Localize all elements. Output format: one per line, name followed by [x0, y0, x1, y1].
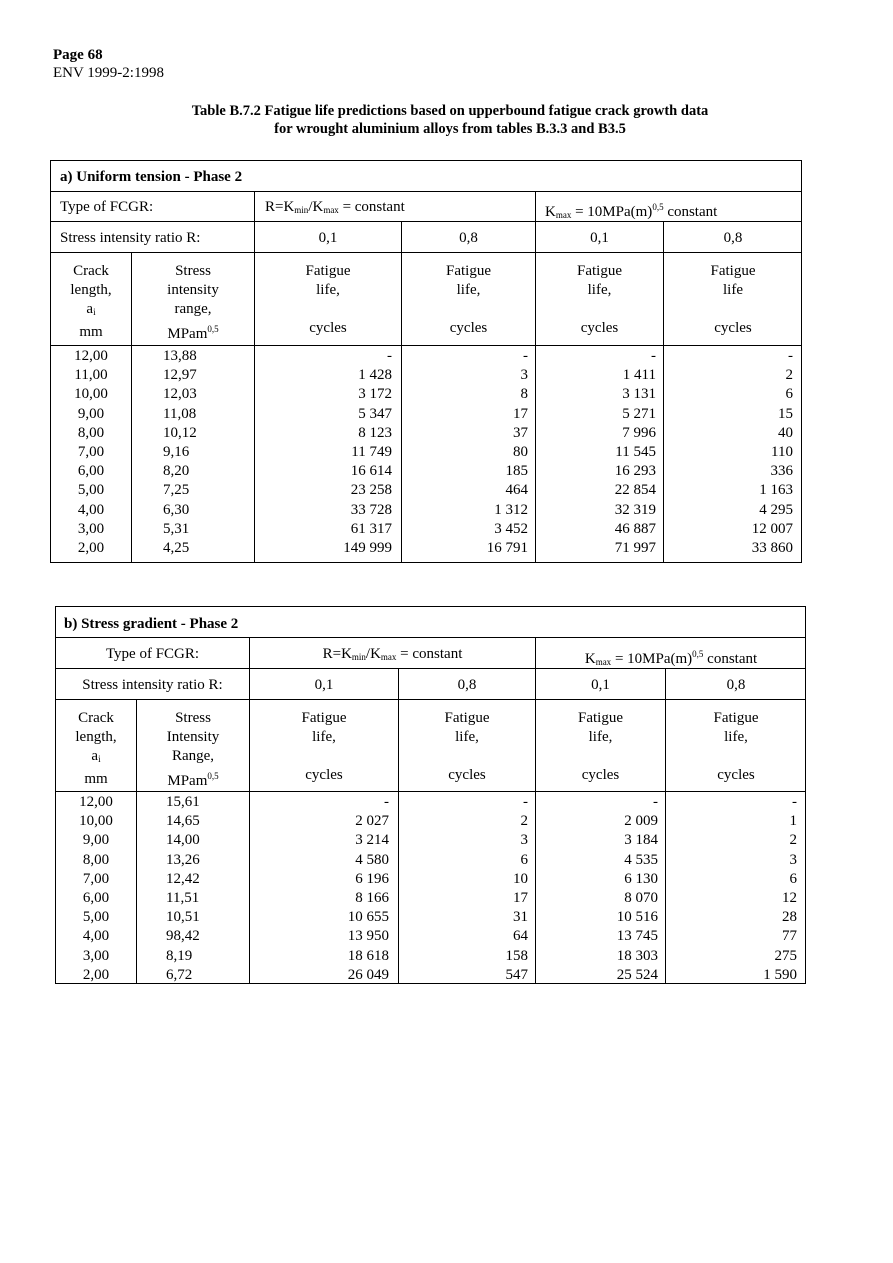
table-cell: 8 166	[355, 890, 389, 907]
fatigue-life-header: Fatigue life, cycles	[444, 710, 490, 784]
table-cell: 275	[774, 947, 797, 964]
table-cell: 18 618	[347, 947, 389, 964]
table-cell: 2 009	[624, 813, 658, 830]
table-cell: 13,26	[166, 851, 200, 868]
crack-length-header: Crack length, $a_i$ mm	[75, 710, 117, 787]
fcgr-kmax-constant: $K_{max} = 10MPa(m)^{0,5}$ constant	[584, 649, 758, 667]
table-cell: 1 312	[494, 501, 528, 518]
table-cell: 6,00	[82, 890, 110, 907]
fatigue-life-header: Fatigue life, cycles	[301, 710, 347, 784]
fatigue-life-header: Fatigue life, cycles	[578, 710, 623, 784]
table-cell: 10	[513, 870, 528, 887]
table-cell: 4,00	[82, 928, 110, 945]
stress-range-column	[166, 793, 248, 985]
table-cell: 8,00	[77, 424, 105, 441]
ratio-value: 0,1	[314, 677, 334, 693]
table-cell: -	[384, 794, 389, 810]
table-cell: 1	[789, 813, 797, 830]
fcgr-ratio-constant: $R=K_{min}/K_{max}$ = constant	[322, 646, 463, 662]
table-cell: 15,61	[166, 794, 200, 810]
fatigue-life-column	[664, 347, 793, 558]
section-b-heading: b) Stress gradient - Phase 2	[64, 616, 239, 632]
table-cell: 2	[520, 813, 528, 830]
table-cell: 64	[513, 928, 528, 945]
fatigue-life-header: Fatigue life, cycles	[446, 263, 491, 337]
table-cell: 9,00	[82, 832, 110, 849]
ratio-value: 0,1	[591, 677, 610, 693]
table-cell: 8,00	[82, 851, 110, 868]
table-cell: 13 745	[616, 928, 658, 945]
table-cell: 10,00	[74, 386, 108, 403]
table-cell: -	[387, 348, 392, 364]
table-cell: 14,00	[166, 832, 200, 849]
table-cell: 8,20	[163, 463, 190, 480]
table-cell: 15	[778, 405, 793, 422]
table-cell: 4 580	[355, 851, 389, 868]
ratio-value: 0,8	[723, 230, 743, 246]
table-cell: 12 007	[751, 520, 793, 537]
table-cell: 4,25	[163, 540, 190, 557]
table-cell: 547	[505, 966, 528, 983]
crack-length-column	[56, 793, 136, 985]
table-cell: 11,08	[163, 405, 197, 422]
fatigue-life-column	[666, 793, 797, 985]
table-cell: 13 950	[347, 928, 389, 945]
table-cell: -	[788, 348, 793, 364]
table-cell: 2 027	[355, 813, 389, 830]
ratio-value: 0,8	[459, 230, 478, 246]
table-cell: 3 172	[358, 386, 392, 403]
standard-code: ENV 1999-2:1998	[53, 65, 164, 81]
table-cell: 26 049	[347, 966, 389, 983]
table-cell: -	[651, 348, 656, 364]
table-cell: 8	[520, 386, 528, 403]
table-cell: 4 535	[624, 851, 658, 868]
table-cell: 149 999	[343, 540, 392, 557]
table-cell: 3 214	[355, 832, 389, 849]
type-of-fcgr-label: Type of FCGR:	[60, 199, 154, 215]
table-cell: 6	[785, 386, 793, 403]
table-cell: 11 545	[615, 444, 656, 461]
table-cell: -	[792, 794, 797, 810]
ratio-value: 0,8	[726, 677, 746, 693]
table-cell: 6,72	[166, 966, 193, 983]
table-cell: 12,00	[74, 348, 108, 364]
table-cell: 22 854	[614, 482, 656, 499]
table-cell: 3,00	[82, 947, 110, 964]
table-cell: 1 590	[763, 966, 797, 983]
table-cell: 2	[785, 367, 793, 384]
stress-ratio-label: Stress intensity ratio R:	[82, 677, 223, 693]
table-cell: -	[653, 794, 658, 810]
table-cell: 77	[782, 928, 797, 945]
table-cell: 33 728	[350, 501, 392, 518]
table-cell: 71 997	[614, 540, 656, 557]
table-cell: 10 516	[616, 909, 658, 926]
table-cell: 28	[782, 909, 797, 926]
table-cell: 5,31	[163, 520, 190, 537]
table-cell: 4,00	[77, 501, 105, 518]
table-cell: 8,19	[166, 947, 193, 964]
table-cell: 6,00	[77, 463, 105, 480]
fatigue-life-column	[255, 347, 392, 558]
table-cell: 9,00	[77, 405, 105, 422]
fatigue-life-header: Fatigue life, cycles	[577, 263, 622, 337]
table-cell: 23 258	[350, 482, 392, 499]
table-cell: 1 428	[358, 367, 392, 384]
table-cell: 6	[789, 870, 797, 887]
table-cell: 46 887	[614, 520, 656, 537]
table-cell: 10 655	[347, 909, 389, 926]
table-cell: 3 184	[624, 832, 658, 849]
type-of-fcgr-label: Type of FCGR:	[105, 646, 200, 662]
page-number: Page 68	[53, 47, 103, 63]
fatigue-life-column	[536, 347, 656, 558]
table-cell: 12,03	[163, 386, 197, 403]
table-cell: 5 347	[358, 405, 392, 422]
table-cell: 10,51	[166, 909, 200, 926]
ratio-value: 0,1	[318, 230, 338, 246]
fatigue-life-header: Fatigue life, cycles	[305, 263, 351, 337]
stress-ratio-label: Stress intensity ratio R:	[60, 230, 201, 246]
section-a-heading: a) Uniform tension - Phase 2	[60, 169, 243, 185]
stress-intensity-header: Stress intensity range, MPam$^{0,5}$	[167, 263, 219, 342]
crack-length-column	[51, 347, 131, 558]
table-cell: 5,00	[77, 482, 105, 499]
table-cell: 3	[520, 832, 528, 849]
table-cell: 12,42	[166, 870, 200, 887]
table-cell: 13,88	[163, 348, 197, 364]
table-cell: 8 070	[624, 890, 658, 907]
table-cell: 10,12	[163, 424, 197, 441]
table-cell: 3,00	[77, 520, 105, 537]
table-cell: 1 411	[622, 367, 656, 384]
table-cell: 11,51	[166, 890, 200, 907]
table-cell: 185	[505, 463, 528, 480]
fatigue-life-column	[399, 793, 528, 985]
table-cell: 3 131	[622, 386, 656, 403]
table-cell: 2	[789, 832, 797, 849]
table-cell: 11 749	[351, 444, 392, 461]
table-cell: 25 524	[616, 966, 658, 983]
stress-range-column	[163, 347, 253, 558]
table-cell: 3 452	[494, 520, 528, 537]
table-cell: 12,97	[163, 367, 197, 384]
fcgr-kmax-constant: $K_{max} = 10MPa(m)^{0,5}$ constant	[545, 202, 718, 220]
fcgr-ratio-constant: $R=K_{min}/K_{max}$ = constant	[265, 199, 405, 215]
table-cell: 158	[505, 947, 528, 964]
table-cell: 98,42	[166, 928, 200, 945]
crack-length-header: Crack length, $a_i$ mm	[70, 263, 112, 340]
table-cell: 10,00	[79, 813, 113, 830]
table-cell: 14,65	[166, 813, 200, 830]
table-cell: 37	[513, 424, 528, 441]
table-cell: 8 123	[358, 424, 392, 441]
fatigue-life-header: Fatigue life, cycles	[713, 710, 759, 784]
table-cell: 12,00	[79, 794, 113, 810]
fatigue-life-header: Fatigue life cycles	[710, 263, 756, 337]
fatigue-life-column	[250, 793, 389, 985]
table-cell: 464	[505, 482, 528, 499]
table-cell: 16 293	[614, 463, 656, 480]
table-cell: 16 614	[350, 463, 392, 480]
table-title	[100, 102, 800, 138]
table-cell: 17	[513, 405, 528, 422]
table-cell: 32 319	[614, 501, 656, 518]
table-cell: 5,00	[82, 909, 110, 926]
table-cell: 9,16	[163, 444, 190, 461]
ratio-value: 0,8	[457, 677, 477, 693]
table-cell: 40	[778, 424, 793, 441]
table-cell: 4 295	[759, 501, 793, 518]
table-cell: 3	[520, 367, 528, 384]
ratio-value: 0,1	[590, 230, 609, 246]
table-cell: 17	[513, 890, 528, 907]
table-cell: 336	[770, 463, 793, 480]
table-cell: 7,00	[77, 444, 105, 461]
table-cell: 1 163	[759, 482, 793, 499]
stress-intensity-header: Stress Intensity Range, MPam$^{0,5}$	[166, 710, 220, 789]
table-cell: 5 271	[622, 405, 656, 422]
table-cell: -	[523, 794, 528, 810]
table-cell: 6,30	[163, 501, 190, 518]
fatigue-life-column	[536, 793, 658, 985]
table-cell: 6 130	[624, 870, 658, 887]
table-cell: 11,00	[74, 367, 108, 384]
table-cell: 7,25	[163, 482, 190, 499]
table-title-line1: Table B.7.2 Fatigue life predictions based on upperbound fatigue crack growth data	[191, 103, 709, 119]
table-cell: 7,00	[82, 870, 110, 887]
table-cell: 31	[513, 909, 528, 926]
table-cell: 33 860	[751, 540, 793, 557]
table-cell: -	[523, 348, 528, 364]
fatigue-life-column	[402, 347, 528, 558]
table-cell: 6 196	[355, 870, 389, 887]
table-cell: 3	[789, 851, 797, 868]
table-title-line2: for wrought aluminium alloys from tables B.3.3 and B3.5	[274, 121, 626, 137]
table-cell: 16 791	[486, 540, 528, 557]
table-cell: 61 317	[350, 520, 392, 537]
table-cell: 18 303	[616, 947, 658, 964]
table-cell: 110	[771, 444, 793, 461]
table-cell: 12	[782, 890, 797, 907]
table-cell: 6	[520, 851, 528, 868]
table-cell: 80	[513, 444, 528, 461]
table-cell: 2,00	[77, 540, 105, 557]
table-cell: 7 996	[622, 424, 656, 441]
table-cell: 2,00	[82, 966, 110, 983]
